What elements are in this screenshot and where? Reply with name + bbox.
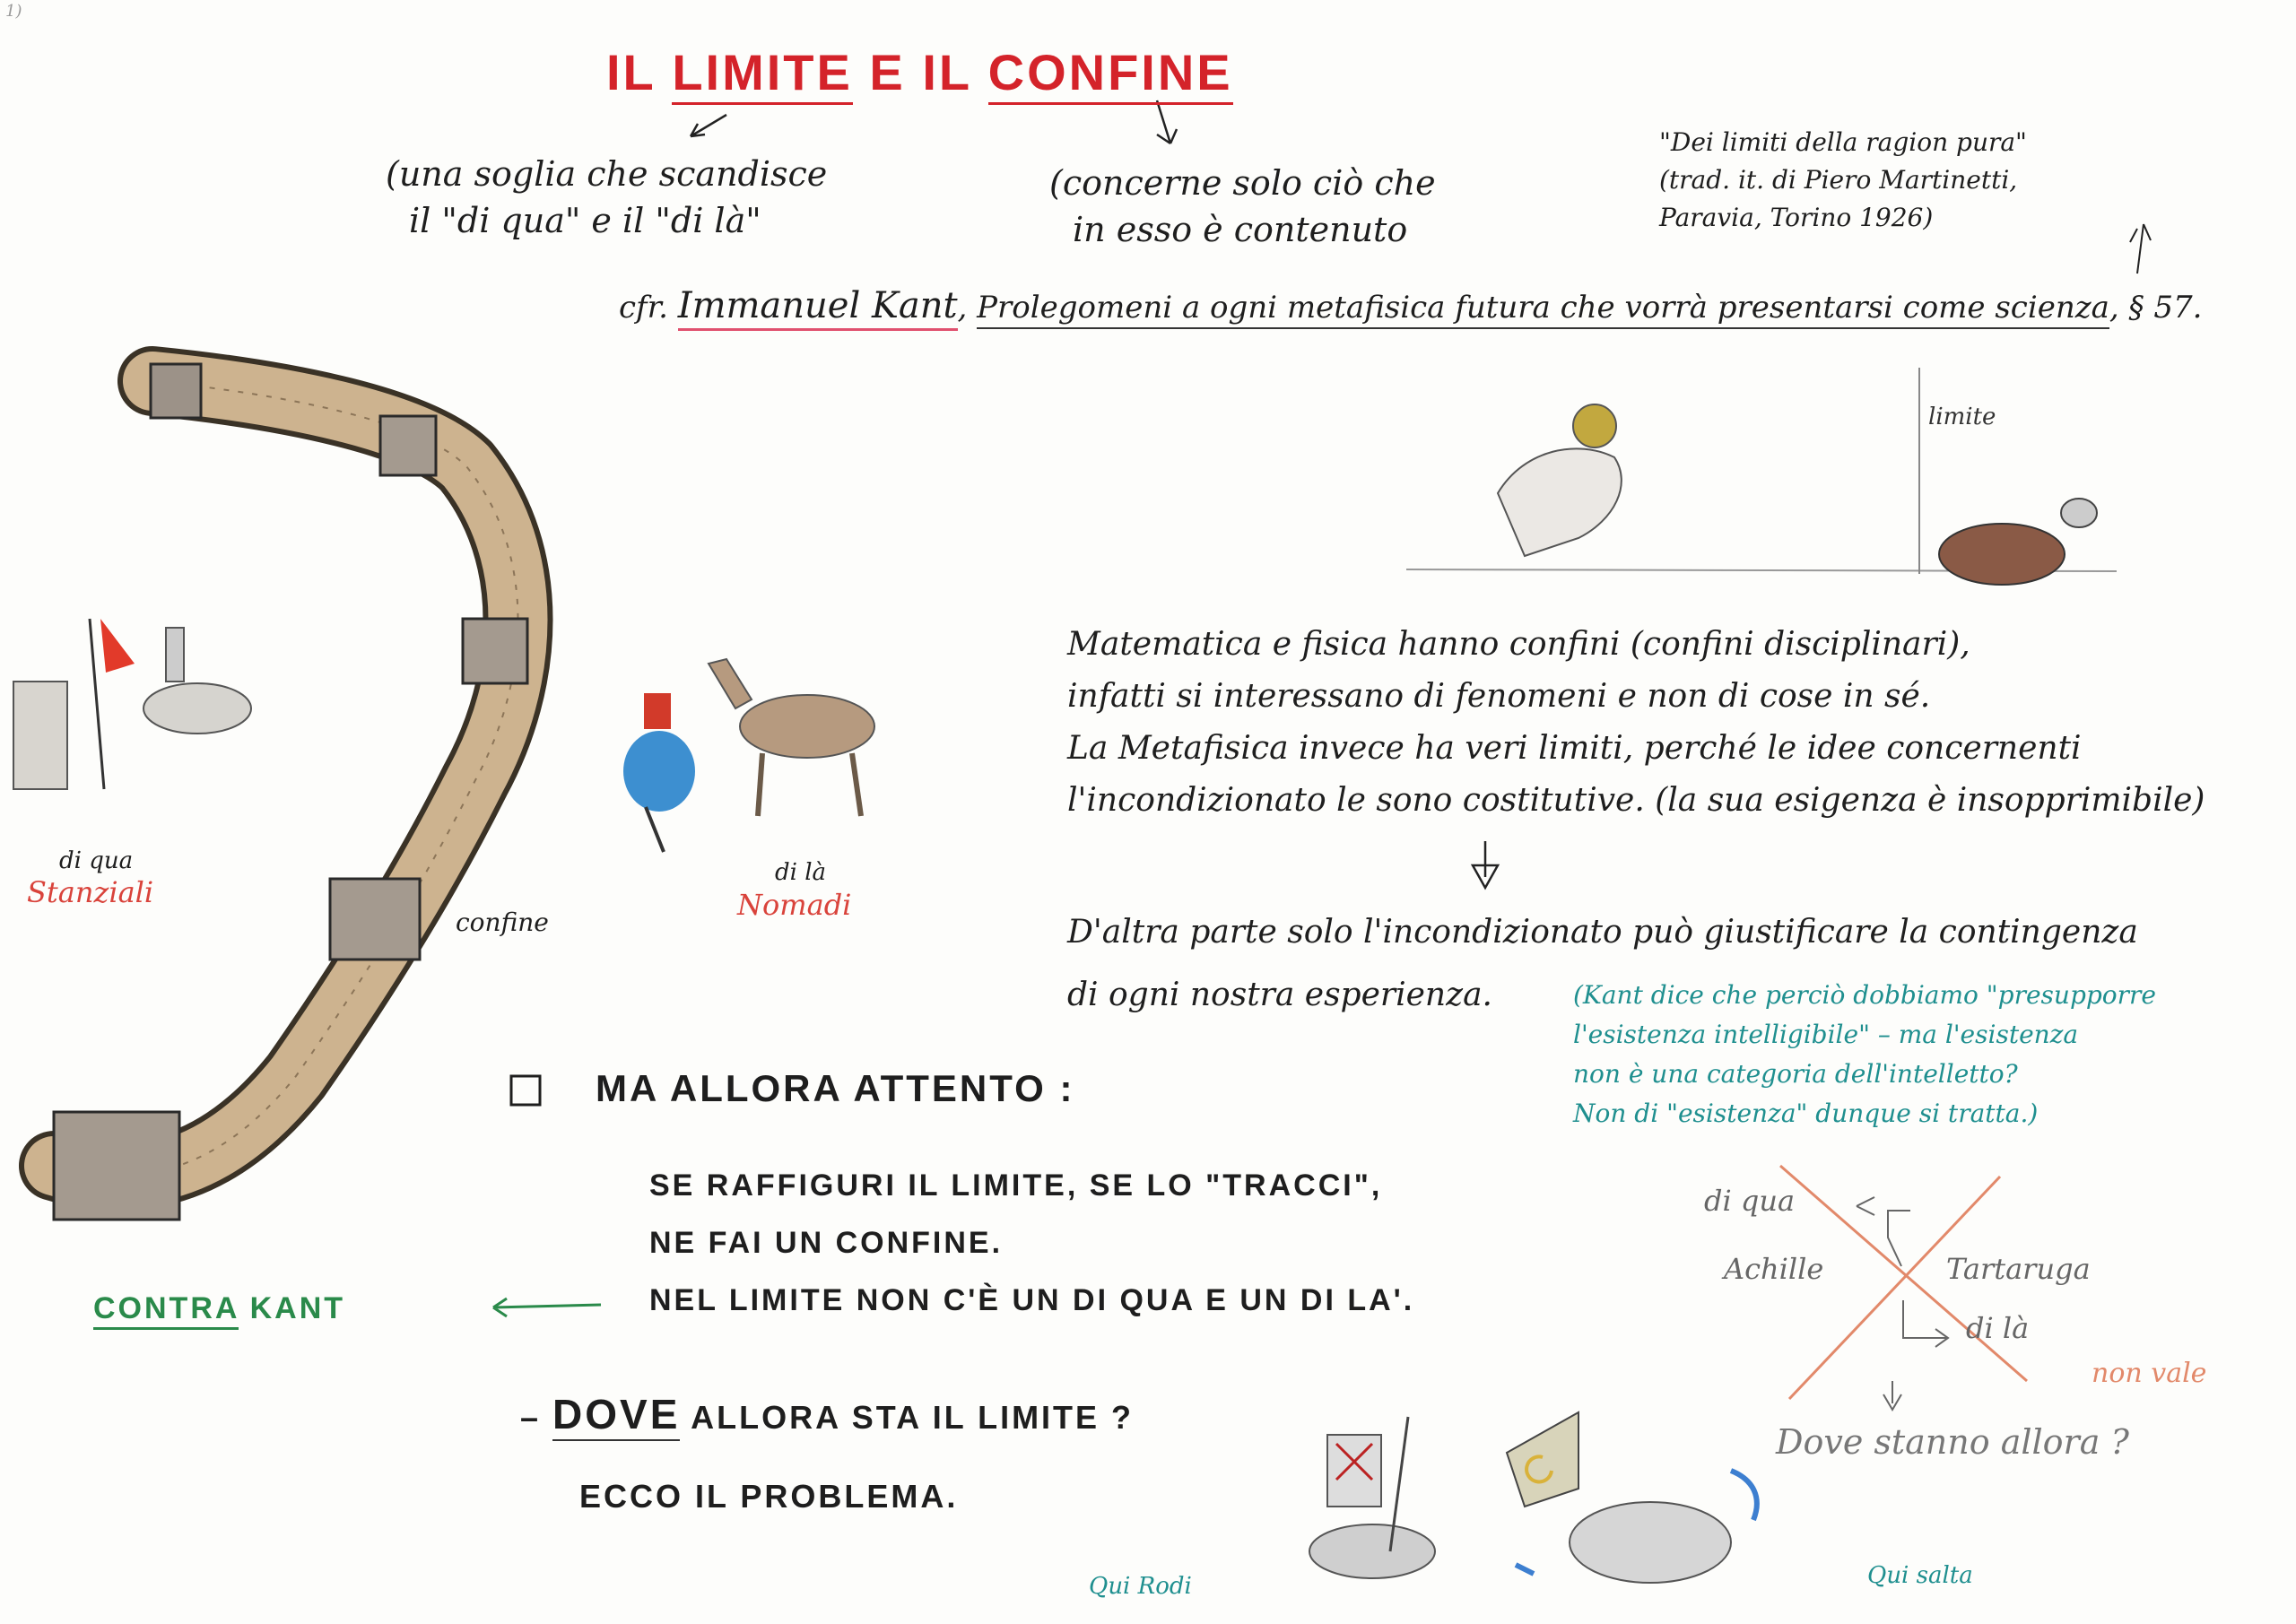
main-line-2: infatti si interessano di fenomeni e non di cose in sé.	[1067, 678, 1931, 715]
checkbox-shape	[511, 1076, 540, 1105]
citation-sep: ,	[957, 290, 968, 326]
question-rest: ALLORA STA IL LIMITE ?	[691, 1399, 1135, 1436]
city-wall-drawing	[54, 364, 527, 1220]
knights-drawing	[1309, 1412, 1757, 1583]
citation-section: , § 57.	[2109, 290, 2203, 326]
down-arrow	[1473, 841, 1498, 888]
title-e-il: E IL	[869, 44, 972, 100]
qui-salta-label: Qui salta	[1867, 1562, 1973, 1589]
citation-work: Prolegomeni a ogni metafisica futura che vorrà presentarsi come scienza	[977, 290, 2109, 329]
stanziali-label: Stanziali	[27, 875, 154, 909]
limite-def-line-2: il "di qua" e il "di là"	[409, 201, 761, 240]
di-qua-label: di qua	[59, 847, 134, 874]
main-paragraph	[1067, 619, 2205, 827]
confine-definition	[1049, 160, 1436, 253]
source-note	[1659, 124, 2027, 237]
diagram-achille: Achille	[1724, 1252, 1824, 1286]
limite-definition	[386, 151, 827, 244]
main-line-3: La Metafisica invece ha veri limiti, perché le idee concernenti	[1067, 730, 2082, 767]
di-la-label: di là	[775, 859, 827, 886]
source-line-3: Paravia, Torino 1926)	[1659, 203, 1934, 232]
where-question	[520, 1390, 1134, 1438]
main-line-6: di ogni nostra esperienza.	[1067, 977, 1492, 1013]
warning-line-1: SE RAFFIGURI IL LIMITE, SE LO "TRACCI",	[649, 1168, 1383, 1203]
diagram-non-vale: non vale	[2092, 1358, 2207, 1389]
question-dove: DOVE	[552, 1391, 680, 1441]
stanziali-drawing	[13, 619, 251, 789]
confine-def-line-2: in esso è contenuto	[1073, 210, 1408, 249]
qui-rodi-label: Qui Rodi	[1089, 1573, 1192, 1600]
teal-note-line-1: (Kant dice che perciò dobbiamo "presupporre	[1573, 980, 2157, 1010]
teal-note-line-4: Non di "esistenza" dunque si tratta.)	[1573, 1099, 2039, 1128]
teal-note	[1573, 976, 2156, 1133]
diagram-di-qua: di qua	[1704, 1184, 1796, 1218]
main-line-1: Matematica e fisica hanno confini (confini disciplinari),	[1067, 626, 1970, 663]
title-il: IL	[606, 44, 656, 100]
source-line-2: (trad. it. di Piero Martinetti,	[1659, 165, 2018, 195]
confine-label: confine	[456, 908, 549, 937]
warning-heading: MA ALLORA ATTENTO :	[596, 1067, 1075, 1109]
source-line-1: "Dei limiti della ragion pura"	[1659, 127, 2027, 157]
problem-line: ECCO IL PROBLEMA.	[579, 1478, 959, 1515]
diagram-question: Dove stanno allora ?	[1776, 1422, 2129, 1462]
citation-author: Immanuel Kant	[678, 285, 958, 331]
confine-def-line-1: (concerne solo ciò che	[1049, 163, 1436, 203]
kant-citation	[619, 285, 2202, 326]
nomadi-label: Nomadi	[737, 888, 852, 922]
main-line-5: D'altra parte solo l'incondizionato può giustificare la contingenza	[1067, 914, 2138, 951]
warning-line-2: NE FAI UN CONFINE.	[649, 1226, 1004, 1260]
title-confine: CONFINE	[988, 44, 1233, 105]
nomadi-drawing	[623, 659, 874, 852]
diagram-tartaruga: Tartaruga	[1946, 1252, 2091, 1286]
teal-note-line-2: l'esistenza intelligibile" – ma l'esistenza	[1573, 1020, 2079, 1049]
warning-body	[649, 1157, 1414, 1329]
page-number: 1)	[5, 2, 22, 21]
question-dash: –	[520, 1399, 542, 1436]
limite-line-label: limite	[1928, 404, 1996, 430]
title-limite: LIMITE	[672, 44, 853, 105]
main-line-4: l'incondizionato le sono costitutive. (la sua esigenza è insopprimibile)	[1067, 782, 2205, 819]
arrow-to-source	[2130, 224, 2151, 274]
contra-word: CONTRA	[93, 1291, 239, 1330]
citation-prefix: cfr.	[619, 290, 668, 326]
warning-line-3: NEL LIMITE NON C'È UN DI QUA E UN DI LA'.	[649, 1283, 1415, 1317]
arrow-to-confine	[1157, 100, 1177, 143]
green-arrow	[493, 1298, 601, 1316]
diagram-di-la: di là	[1966, 1311, 2030, 1345]
page-title	[606, 43, 1233, 101]
teal-note-line-3: non è una categoria dell'intelletto?	[1573, 1059, 2018, 1089]
limite-def-line-1: (una soglia che scandisce	[386, 154, 828, 194]
kant-word: KANT	[249, 1291, 346, 1325]
cross-diagram	[1780, 1166, 2030, 1410]
achilles-drawing	[1498, 404, 1622, 556]
arrow-to-limite	[691, 115, 726, 136]
contra-kant	[93, 1291, 345, 1326]
